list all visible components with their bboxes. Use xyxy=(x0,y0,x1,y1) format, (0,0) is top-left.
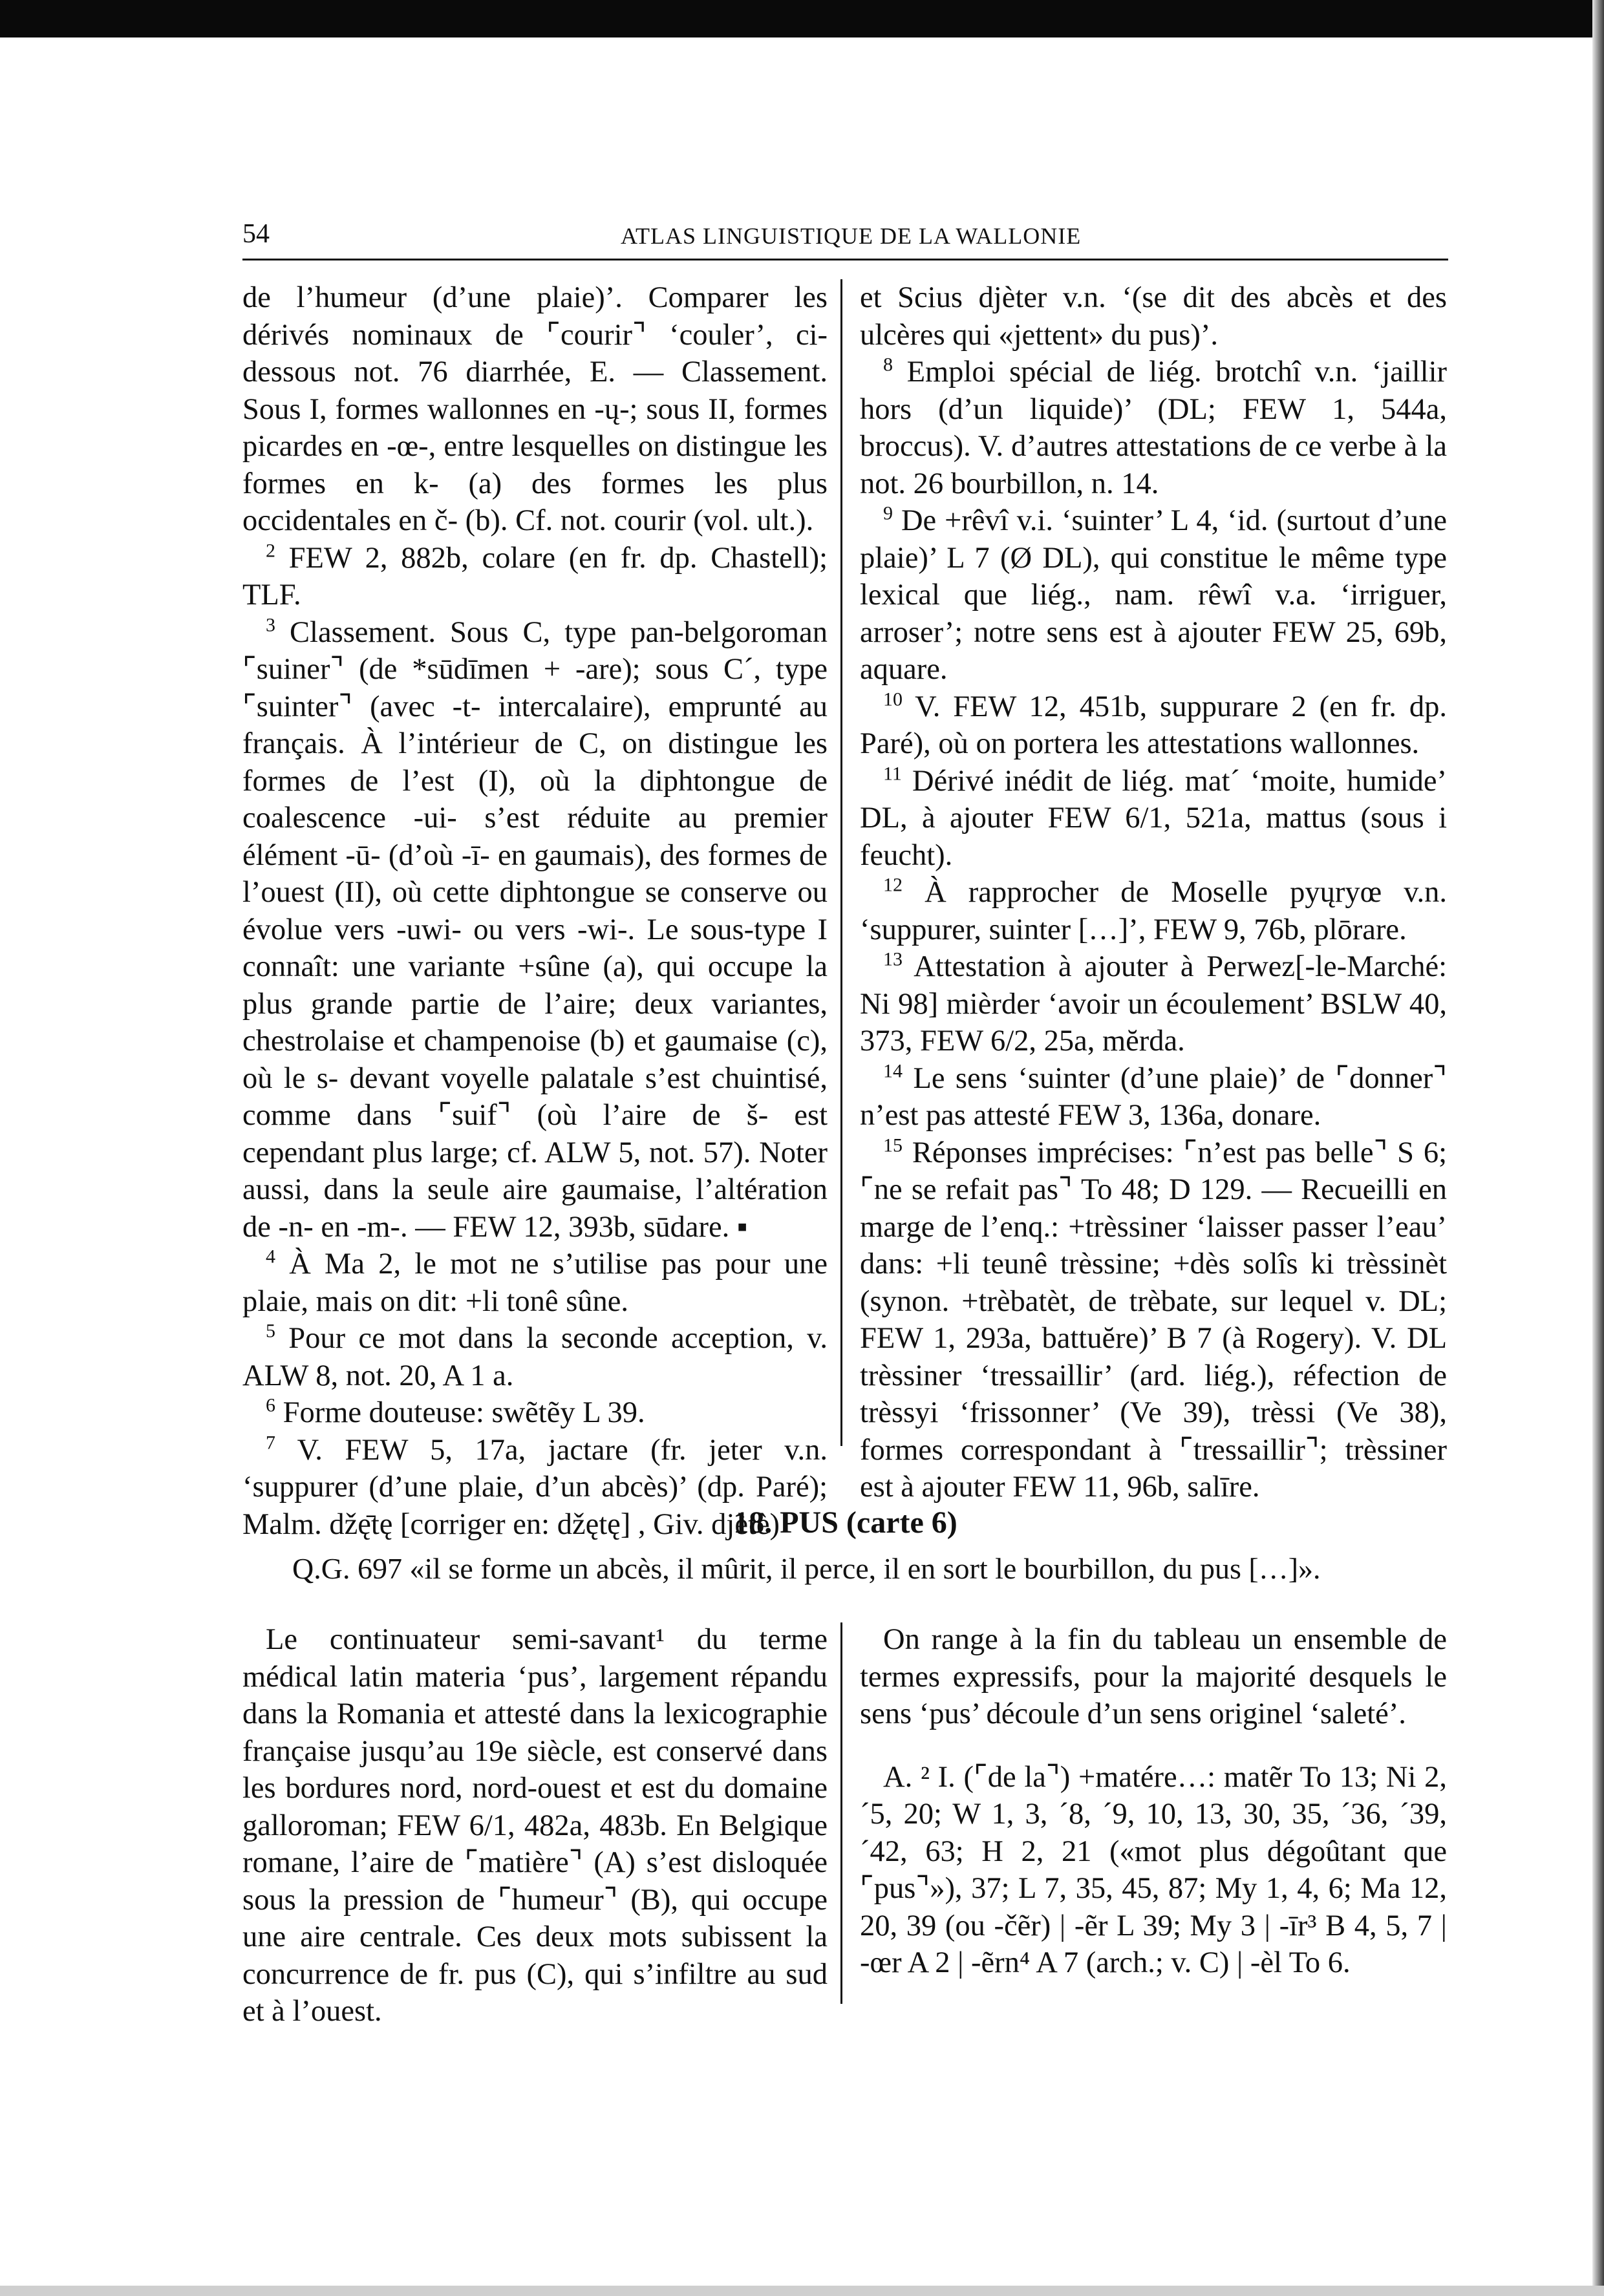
column-divider xyxy=(840,1622,842,2004)
paragraph-text: Le continuateur semi-savant¹ du terme médical latin materia ‘pus’, largement répandu dans la Romania et attesté dans la lexicographie française jusqu’au 19e siècle, est conservé dans les bordures nord, nord-ouest et est du domaine galloroman; FEW 6/1, 482a, 483b. En Belgique romane, l’aire de ⌜matière⌝ (A) s’est disloquée sous la pression de ⌜humeur⌝ (B), qui occupe une aire centrale. Ces deux mots subissent la concurrence de fr. pus (C), qui s’infiltre au sud et à l’ouest. xyxy=(242,1623,828,2028)
questionnaire-entry: Q.G. 697 «il se forme un abcès, il mûrit, il perce, il en sort le bourbillon, du pus […]». xyxy=(292,1552,1321,1585)
footnote xyxy=(860,688,1447,763)
footnote-number: 6 xyxy=(266,1394,275,1416)
footnote-text: À Ma 2, le mot ne s’utilise pas pour une plaie, mais on dit: +li tonê sûne. xyxy=(242,1248,828,1318)
footnote-number: 5 xyxy=(266,1320,275,1342)
paragraph-text: On range à la fin du tableau un ensemble de termes expressifs, pour la majorité desquels le sens ‘pus’ découle d’un sens originel ‘saleté’. xyxy=(860,1623,1447,1730)
scan-edge-top xyxy=(0,0,1604,37)
footnote-text: Forme douteuse: swẽtẽy L 39. xyxy=(283,1396,645,1429)
footnote-number: 13 xyxy=(883,948,903,970)
footnote-number: 7 xyxy=(266,1432,275,1453)
footnote xyxy=(860,1134,1447,1506)
footnote-text: V. FEW 5, 17a, jactare (fr. jeter v.n. ‘suppurer (d’une plaie, d’un abcès)’ (dp. Paré); Malm. džę̄tę [corriger en: džętę] , Giv. djètè) xyxy=(242,1433,828,1541)
footnotes-right-column xyxy=(860,279,1447,1506)
footnotes-left-column xyxy=(242,279,828,1543)
footnote-text: À rapprocher de Moselle pyųryœ v.n. ‘suppurer, suinter […]’, FEW 9, 76b, plōrare. xyxy=(860,876,1447,946)
running-title: ATLAS LINGUISTIQUE DE LA WALLONIE xyxy=(621,223,1082,249)
paragraph xyxy=(860,1759,1447,1982)
footnote xyxy=(860,948,1447,1060)
header-rule xyxy=(242,259,1448,260)
scan-edge-right xyxy=(1592,0,1604,2296)
footnote-number: 14 xyxy=(883,1060,903,1081)
footnote-number: 8 xyxy=(883,354,893,376)
footnote xyxy=(860,502,1447,688)
footnote xyxy=(860,354,1447,502)
footnote-number: 4 xyxy=(266,1246,275,1268)
paragraph xyxy=(242,279,828,540)
article-right-column xyxy=(860,1621,1447,1982)
footnote-number: 11 xyxy=(883,763,902,784)
footnote-text: Réponses imprécises: ⌜n’est pas belle⌝ S 6; ⌜ne se refait pas⌝ To 48; D 129. — Recueilli en marge de l’enq.: +trèssiner ‘laisser passer l’eau’ dans: +li teunê trèssine; +dès solîs ki trèssinèt (synon. +trèbatèt, de trèbate, sur lequel v. DL; FEW 1, 293a, battuĕre)’ B 7 (à Rogery). V. DL trèssiner ‘tressaillir’ (ard. liég.), réfection de trèssyi ‘frissonner’ (Ve 39), trèssi (Ve 38), formes correspondant à ⌜tressaillir⌝; trèssiner est à ajouter FEW 11, 96b, salīre. xyxy=(860,1136,1448,1504)
footnote-text: Emploi spécial de liég. brotchî v.n. ‘jaillir hors (d’un liquide)’ (DL; FEW 1, 544a, broccus). V. d’autres attestations de ce verbe à la not. 26 bourbillon, n. 14. xyxy=(860,356,1448,500)
page-number: 54 xyxy=(242,219,270,249)
footnote xyxy=(242,1246,828,1320)
footnote-text: Attestation à ajouter à Perwez[-le-Marché: Ni 98] mièrder ‘avoir un écoulement’ BSLW 40, 373, FEW 6/2, 25a, mĕrda. xyxy=(860,950,1447,1058)
scan-edge-bottom xyxy=(0,2286,1604,2296)
paragraph-text: de l’humeur (d’une plaie)’. Comparer les dérivés nominaux de ⌜courir⌝ ‘couler’, ci-dessous not. 76 diarrhée, E. — Classement. Sous I, formes wallonnes en -ų-; sous II, formes picardes en -œ-, entre lesquelles on distingue les formes en k- (a) des formes les plus occidentales en č- (b). Cf. not. courir (vol. ult.). xyxy=(242,281,828,537)
article-left-column xyxy=(242,1621,828,2030)
paragraph-text: A. ² I. (⌜de la⌝) +matére…: matẽr To 13; Ni 2, ´5, 20; W 1, 3, ´8, ´9, 10, 13, 30, 35, ´36, ´39, ´42, 63; H 2, 21 («mot plus dégoûtant que ⌜pus⌝»), 37; L 7, 35, 45, 87; My 1, 4, 6; Ma 12, 20, 39 (ou -čẽr) | -ẽr L 39; My 3 | -īr³ B 4, 5, 7 | -œr A 2 | -ẽrn⁴ A 7 (arch.; v. C) | -èl To 6. xyxy=(860,1760,1447,1979)
footnote xyxy=(860,763,1447,875)
footnote-number: 15 xyxy=(883,1134,903,1156)
footnote-text: V. FEW 12, 451b, suppurare 2 (en fr. dp. Paré), où on portera les attestations wallonnes. xyxy=(860,690,1447,760)
paragraph-text: et Scius djèter v.n. ‘(se dit des abcès et des ulcères qui «jettent» du pus)’. xyxy=(860,281,1447,352)
column-divider xyxy=(840,279,842,1446)
paragraph xyxy=(242,1621,828,2030)
paragraph xyxy=(860,1621,1447,1733)
footnote-number: 3 xyxy=(266,614,275,635)
footnote-text: De +rêvî v.i. ‘suinter’ L 4, ‘id. (surtout d’une plaie)’ L 7 (Ø DL), qui constitue le même type lexical que liég., nam. rêwî v.a. ‘irriguer, arroser’; notre sens est à ajouter FEW 25, 69b, aquare. xyxy=(860,504,1447,686)
footnote xyxy=(242,614,828,1246)
footnote-text: Le sens ‘suinter (d’une plaie)’ de ⌜donner⌝ n’est pas attesté FEW 3, 136a, donare. xyxy=(860,1061,1447,1132)
footnote-text: FEW 2, 882b, colare (en fr. dp. Chastell); TLF. xyxy=(242,541,828,611)
footnote xyxy=(860,874,1447,948)
footnote xyxy=(242,1320,828,1394)
footnote xyxy=(242,1394,828,1432)
paragraph xyxy=(860,279,1447,354)
footnote-text: Dérivé inédit de liég. mat´ ‘moite, humide’ DL, à ajouter FEW 6/1, 521a, mattus (sous i feucht). xyxy=(860,764,1447,872)
footnote-number: 9 xyxy=(883,502,893,524)
section-title: 18. PUS (carte 6) xyxy=(733,1505,957,1540)
footnote xyxy=(242,540,828,614)
footnote-number: 2 xyxy=(266,540,275,561)
footnote-text: Pour ce mot dans la seconde acception, v. ALW 8, not. 20, A 1 a. xyxy=(242,1322,828,1392)
footnote-number: 12 xyxy=(883,874,903,896)
footnote-text: Classement. Sous C, type pan-belgoroman ⌜suiner⌝ (de *sūdīmen + -are); sous C´, type ⌜suinter⌝ (avec -t- intercalaire), emprunté au français. À l’intérieur de C, on distingue les formes de l’est (I), où la diphtongue de coalescence -ui- s’est réduite au premier élément -ū- (d’où -ī- en gaumais), des formes de l’ouest (II), où cette diphtongue se conserve ou évolue vers -uwi- ou vers -wi-. Le sous-type I connaît: une variante +sûne (a), qui occupe la plus grande partie de l’aire; deux variantes, chestrolaise et champenoise (b) et gaumaise (c), où le s- devant voyelle palatale s’est chuintisé, comme dans ⌜suif⌝ (où l’aire de š- est cependant plus large; cf. ALW 5, not. 57). Noter aussi, dans la seule aire gaumaise, l’altération de -n- en -m-. — FEW 12, 393b, sūdare. ▪ xyxy=(242,615,828,1244)
footnote-number: 10 xyxy=(883,688,903,710)
footnote xyxy=(860,1060,1447,1134)
